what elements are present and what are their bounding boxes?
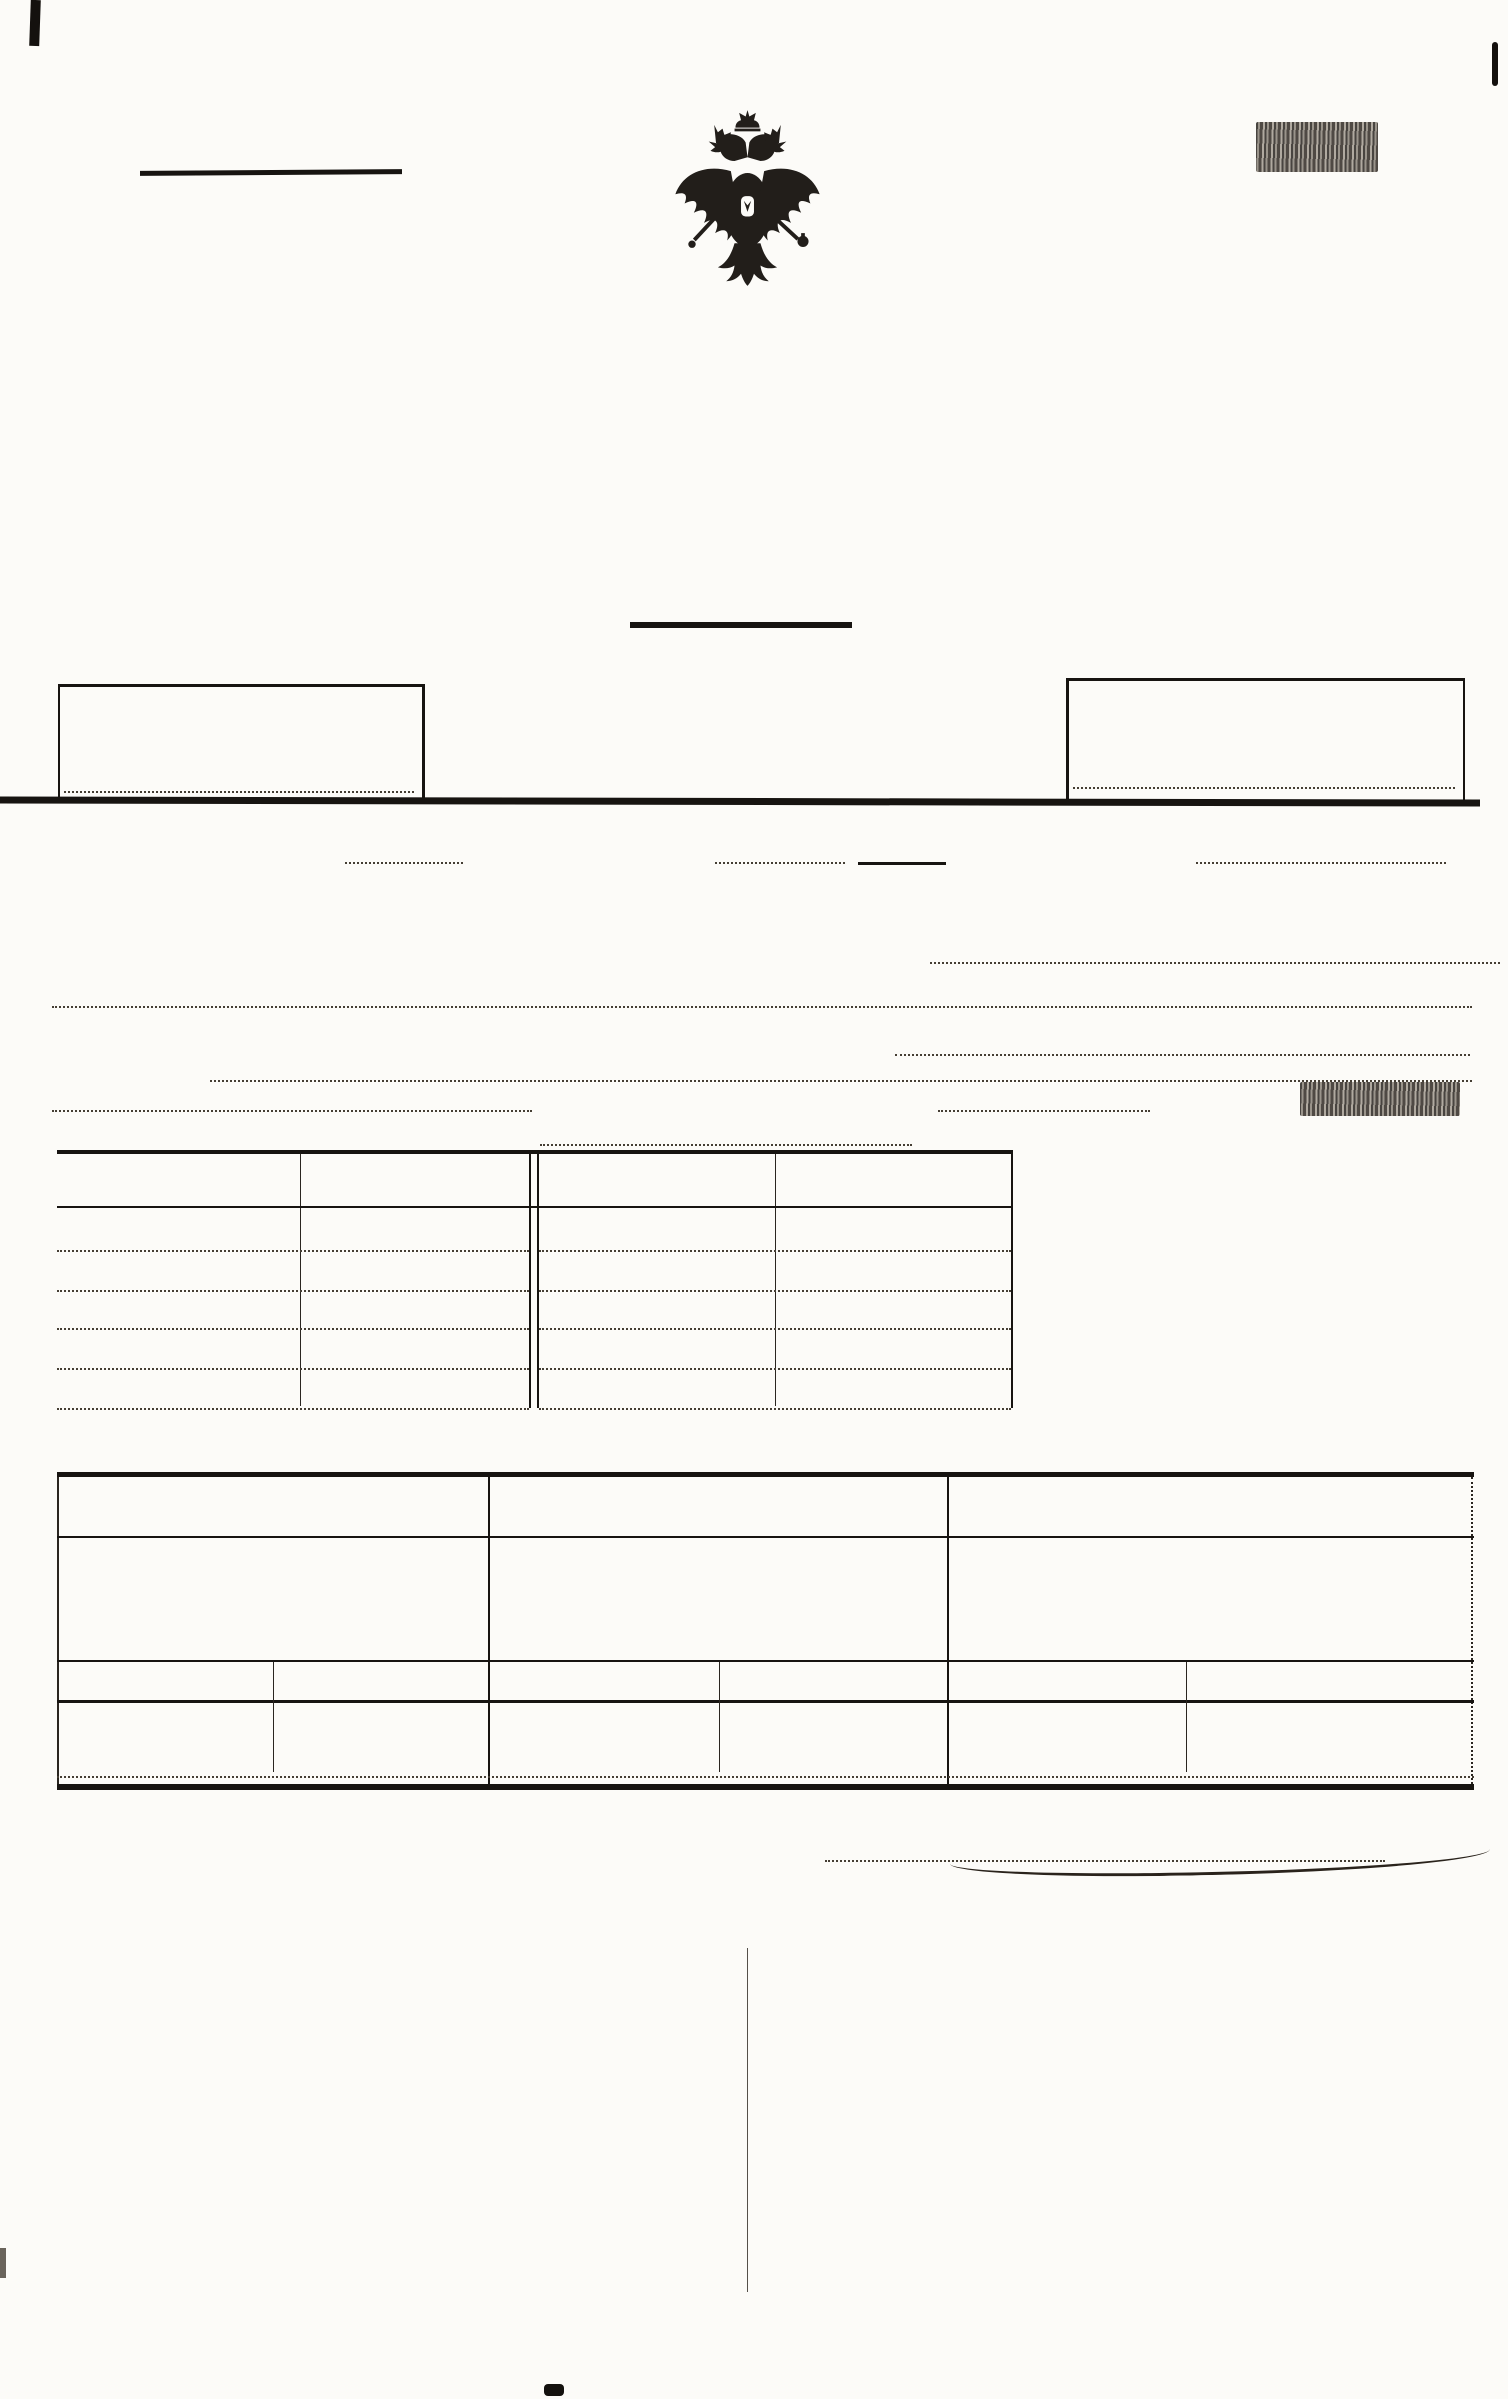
population-count-table bbox=[57, 1472, 1474, 1802]
stan-hand-underline bbox=[858, 862, 946, 865]
settlement-owner-dotline2 bbox=[210, 1076, 1472, 1082]
row-dotline bbox=[57, 1286, 529, 1292]
row-dotline bbox=[539, 1364, 1011, 1370]
row-dotline bbox=[57, 1404, 529, 1410]
buildings-row bbox=[57, 1252, 60, 1280]
households-lead-dotline bbox=[52, 1106, 532, 1112]
stan-precinct-dotline bbox=[1196, 858, 1446, 864]
row-dotline bbox=[57, 1246, 529, 1252]
scan-artifact bbox=[544, 2384, 564, 2396]
province-dotline bbox=[64, 787, 414, 793]
signature-flourish bbox=[950, 1833, 1491, 1879]
buildings-row bbox=[57, 1290, 60, 1318]
settlement-kind-dotline1 bbox=[930, 958, 1500, 964]
free-label-underline bbox=[140, 169, 402, 176]
households-dotline bbox=[938, 1106, 1150, 1112]
buildings-row bbox=[57, 1368, 60, 1396]
scan-artifact bbox=[1492, 42, 1498, 86]
dwellings-dotline bbox=[540, 1140, 912, 1146]
row-dotline bbox=[57, 1324, 529, 1330]
row-dotline bbox=[539, 1404, 1011, 1410]
scan-artifact bbox=[0, 2248, 6, 2278]
row-dotline bbox=[539, 1324, 1011, 1330]
row-dotline bbox=[539, 1246, 1011, 1252]
settlement-kind-dotline2 bbox=[52, 1002, 1472, 1008]
scan-artifact bbox=[29, 0, 41, 46]
uyezd-box bbox=[1066, 678, 1465, 801]
row-dotline bbox=[539, 1286, 1011, 1292]
rules-right-column bbox=[763, 1938, 1453, 1948]
buildings-row bbox=[57, 1330, 60, 1358]
sheet-number-smudge bbox=[1256, 122, 1378, 172]
household-no-smudge bbox=[1300, 1082, 1460, 1116]
rules-left-column bbox=[55, 1938, 745, 1940]
settlement-owner-dotline1 bbox=[895, 1050, 1470, 1056]
row-dotline bbox=[57, 1364, 529, 1370]
buildings-table bbox=[57, 1150, 1013, 1408]
uyezd-dotline bbox=[1073, 783, 1455, 789]
divider-rule bbox=[630, 622, 852, 628]
rules-column-divider bbox=[747, 1948, 748, 2292]
counting-precinct-dotline bbox=[715, 858, 845, 864]
imperial-eagle-icon bbox=[655, 88, 840, 356]
census-precinct-dotline bbox=[345, 858, 463, 864]
buildings-row bbox=[57, 1212, 529, 1240]
province-box bbox=[58, 684, 425, 801]
